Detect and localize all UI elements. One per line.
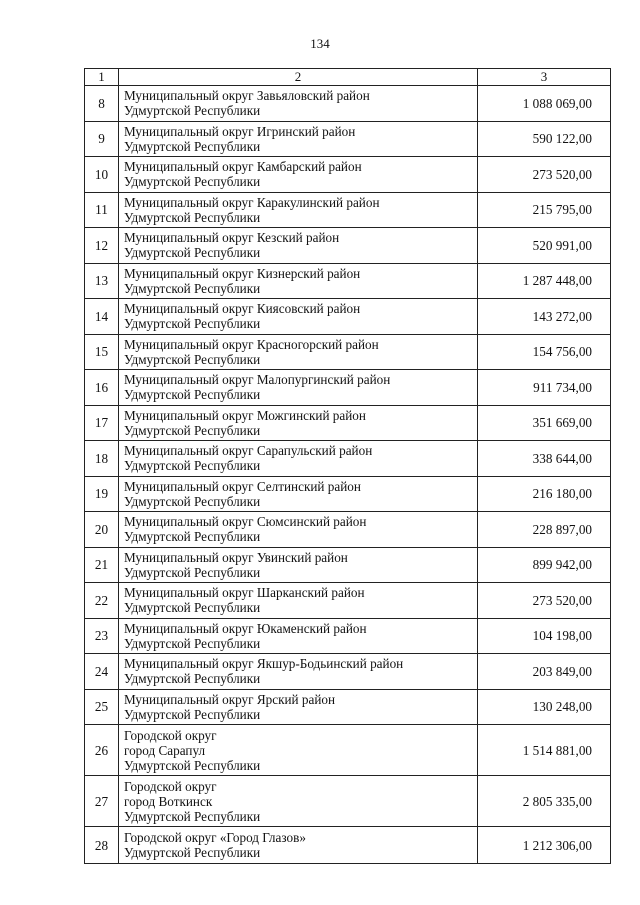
municipality-name (119, 689, 478, 725)
amount-value: 338 644,00 (478, 441, 611, 477)
row-number: 14 (85, 299, 119, 335)
municipality-name-line: Муниципальный округ Якшур-Бодьинский район (124, 656, 404, 672)
row-number: 23 (85, 618, 119, 654)
row-number: 8 (85, 86, 119, 122)
amount-value: 351 669,00 (478, 405, 611, 441)
municipality-name-line: город Сарапул (124, 742, 206, 758)
municipality-name-line: Муниципальный округ Можгинский район (124, 407, 366, 423)
table-row (85, 618, 611, 654)
municipality-name-line: Городской округ (124, 727, 217, 743)
municipality-name (119, 776, 478, 827)
table-row (85, 441, 611, 477)
row-number: 11 (85, 192, 119, 228)
municipality-name-line: Удмуртской Республики (124, 387, 261, 403)
municipality-name (119, 157, 478, 193)
municipality-name-line: Муниципальный округ Кизнерский район (124, 265, 361, 281)
municipality-name (119, 121, 478, 157)
municipality-name (119, 192, 478, 228)
table-header-row (85, 69, 611, 86)
amount-value: 1 088 069,00 (478, 86, 611, 122)
table-row (85, 827, 611, 864)
table-row (85, 121, 611, 157)
municipality-name-line: Муниципальный округ Завьяловский район (124, 88, 370, 104)
row-number: 25 (85, 689, 119, 725)
municipality-name-line: Муниципальный округ Камбарский район (124, 159, 362, 175)
municipality-name (119, 512, 478, 548)
page-number: 134 (310, 36, 330, 51)
municipality-name-line: Удмуртской Республики (124, 103, 261, 119)
table-row (85, 476, 611, 512)
row-number: 17 (85, 405, 119, 441)
municipality-name (119, 370, 478, 406)
amount-value: 216 180,00 (478, 476, 611, 512)
row-number: 9 (85, 121, 119, 157)
row-number: 26 (85, 725, 119, 776)
amount-value: 143 272,00 (478, 299, 611, 335)
row-number: 13 (85, 263, 119, 299)
row-number: 28 (85, 827, 119, 864)
column-header-amount: 3 (478, 69, 611, 86)
row-number: 15 (85, 334, 119, 370)
municipality-name-line: Удмуртской Республики (124, 351, 261, 367)
amount-value: 911 734,00 (478, 370, 611, 406)
municipality-name (119, 299, 478, 335)
table-row (85, 547, 611, 583)
amount-value: 1 212 306,00 (478, 827, 611, 864)
municipality-name-line: Удмуртской Республики (124, 245, 261, 261)
amount-value: 1 514 881,00 (478, 725, 611, 776)
municipality-name-line: Удмуртской Республики (124, 706, 261, 722)
municipality-name (119, 725, 478, 776)
municipality-name (119, 583, 478, 619)
row-number: 22 (85, 583, 119, 619)
row-number: 10 (85, 157, 119, 193)
row-number: 12 (85, 228, 119, 264)
row-number: 18 (85, 441, 119, 477)
table-row (85, 370, 611, 406)
municipality-name (119, 441, 478, 477)
table-row (85, 583, 611, 619)
municipality-name (119, 263, 478, 299)
row-number: 21 (85, 547, 119, 583)
table-row (85, 776, 611, 827)
table-row (85, 689, 611, 725)
municipality-name-line: Удмуртской Республики (124, 529, 261, 545)
municipality-name-line: Муниципальный округ Юкаменский район (124, 620, 367, 636)
municipality-name-line: Удмуртской Республики (124, 422, 261, 438)
table-row (85, 405, 611, 441)
municipality-name-line: Муниципальный округ Увинский район (124, 549, 348, 565)
municipality-name (119, 405, 478, 441)
municipality-name-line: Удмуртской Республики (124, 280, 261, 296)
municipality-name (119, 618, 478, 654)
amount-value: 273 520,00 (478, 583, 611, 619)
amount-value: 520 991,00 (478, 228, 611, 264)
municipality-name-line: Муниципальный округ Ярский район (124, 691, 336, 707)
municipality-name (119, 654, 478, 690)
column-header-number: 1 (85, 69, 119, 86)
municipality-name-line: Муниципальный округ Сарапульский район (124, 443, 373, 459)
row-number: 19 (85, 476, 119, 512)
table-row (85, 263, 611, 299)
amount-value: 899 942,00 (478, 547, 611, 583)
table-row (85, 654, 611, 690)
municipality-name-line: Удмуртской Республики (124, 757, 261, 773)
table-row (85, 725, 611, 776)
municipality-name-line: Муниципальный округ Красногорский район (124, 336, 379, 352)
column-header-name: 2 (119, 69, 478, 86)
municipality-name-line: Муниципальный округ Малопургинский район (124, 372, 391, 388)
row-number: 20 (85, 512, 119, 548)
municipality-name-line: Удмуртской Республики (124, 316, 261, 332)
municipality-name-line: Муниципальный округ Шарканский район (124, 585, 365, 601)
amount-value: 273 520,00 (478, 157, 611, 193)
row-number: 27 (85, 776, 119, 827)
row-number: 24 (85, 654, 119, 690)
municipality-name (119, 334, 478, 370)
amount-value: 590 122,00 (478, 121, 611, 157)
municipality-name-line: Удмуртской Республики (124, 671, 261, 687)
amount-value: 203 849,00 (478, 654, 611, 690)
municipality-name-line: Удмуртской Республики (124, 635, 261, 651)
municipality-name-line: Муниципальный округ Сюмсинский район (124, 514, 367, 530)
table-row (85, 334, 611, 370)
table-row (85, 157, 611, 193)
allocation-table (84, 68, 611, 864)
municipality-name-line: Муниципальный округ Каракулинский район (124, 194, 380, 210)
municipality-name (119, 228, 478, 264)
municipality-name (119, 547, 478, 583)
municipality-name-line: Удмуртской Республики (124, 209, 261, 225)
amount-value: 130 248,00 (478, 689, 611, 725)
table-row (85, 299, 611, 335)
amount-value: 104 198,00 (478, 618, 611, 654)
amount-value: 215 795,00 (478, 192, 611, 228)
municipality-name-line: Удмуртской Республики (124, 493, 261, 509)
table-row (85, 512, 611, 548)
municipality-name-line: Муниципальный округ Кезский район (124, 230, 340, 246)
municipality-name-line: Муниципальный округ Киясовский район (124, 301, 361, 317)
municipality-name (119, 86, 478, 122)
municipality-name (119, 827, 478, 864)
municipality-name-line: Удмуртской Республики (124, 174, 261, 190)
municipality-name-line: Удмуртской Республики (124, 845, 261, 860)
amount-value: 154 756,00 (478, 334, 611, 370)
amount-value: 2 805 335,00 (478, 776, 611, 827)
municipality-name-line: Муниципальный округ Игринский район (124, 123, 356, 139)
municipality-name-line: Удмуртской Республики (124, 808, 261, 824)
municipality-name-line: Удмуртской Республики (124, 600, 261, 616)
table-body (85, 69, 611, 864)
municipality-name-line: город Воткинск (124, 793, 213, 809)
municipality-name-line: Удмуртской Республики (124, 564, 261, 580)
municipality-name-line: Городской округ «Город Глазов» (124, 830, 306, 845)
municipality-name-line: Городской округ (124, 778, 217, 794)
table-row (85, 86, 611, 122)
table-row (85, 228, 611, 264)
municipality-name-line: Удмуртской Республики (124, 458, 261, 474)
amount-value: 1 287 448,00 (478, 263, 611, 299)
municipality-name-line: Удмуртской Республики (124, 138, 261, 154)
municipality-name (119, 476, 478, 512)
row-number: 16 (85, 370, 119, 406)
amount-value: 228 897,00 (478, 512, 611, 548)
municipality-name-line: Муниципальный округ Селтинский район (124, 478, 361, 494)
table-row (85, 192, 611, 228)
